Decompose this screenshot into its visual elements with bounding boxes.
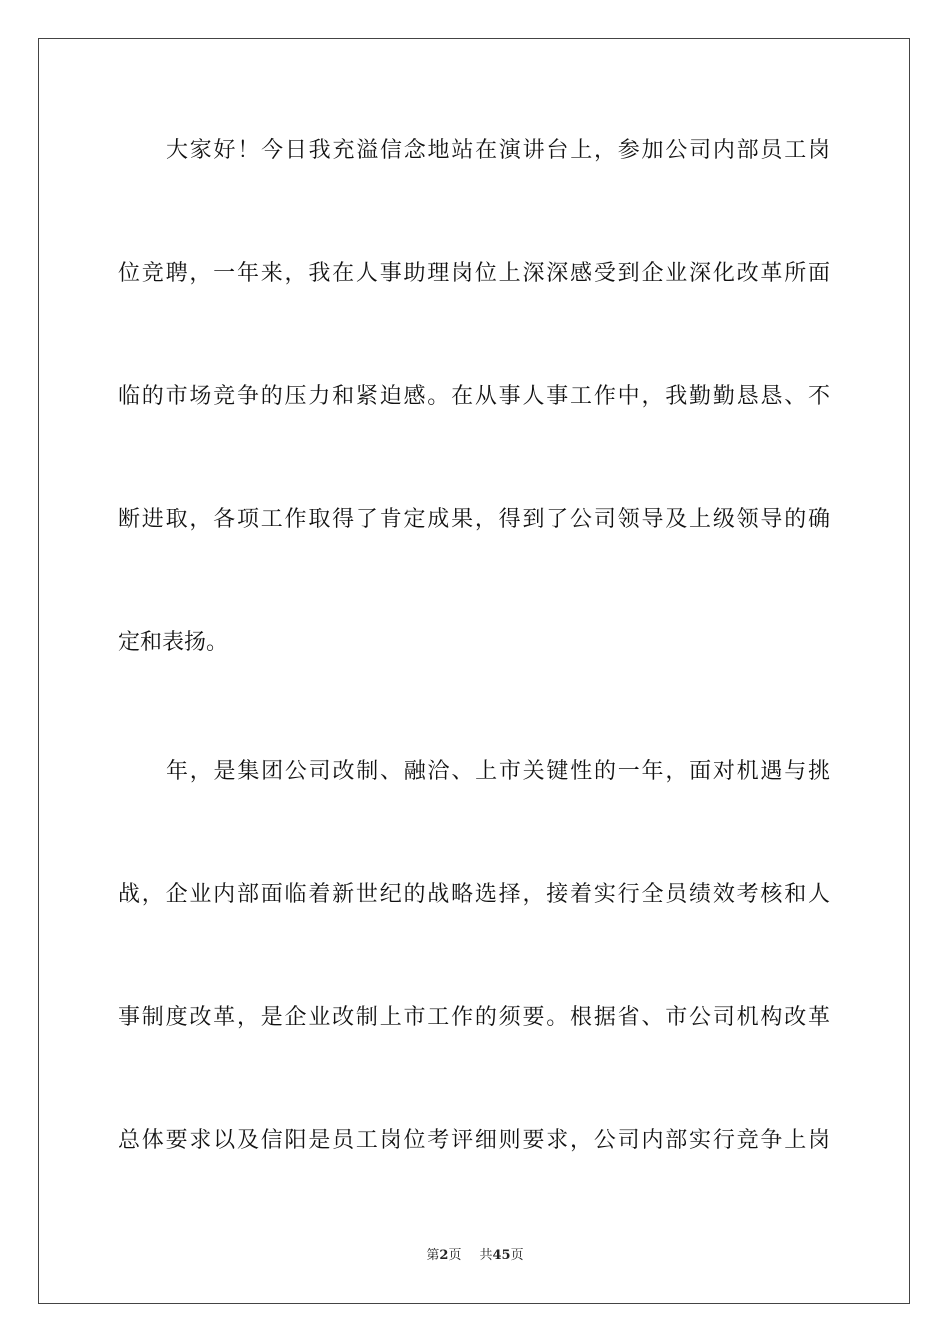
paragraph-1-line-4: 断进取，各项工作取得了肯定成果，得到了公司领导及上级领导的确 xyxy=(118,507,830,532)
total-prefix: 共 xyxy=(479,1248,493,1263)
paragraph-1-line-5: 定和表扬。 xyxy=(118,630,229,655)
page-footer xyxy=(0,1247,950,1265)
paragraph-2-line-3: 事制度改革，是企业改制上市工作的须要。根据省、市公司机构改革 xyxy=(118,1005,830,1030)
paragraph-1-line-2: 位竞聘，一年来，我在人事助理岗位上深深感受到企业深化改革所面 xyxy=(118,261,830,286)
page-border xyxy=(38,38,910,1304)
total-pages: 45 xyxy=(492,1248,511,1263)
paragraph-2-line-1: 年，是集团公司改制、融洽、上市关键性的一年，面对机遇与挑 xyxy=(166,759,830,784)
paragraph-2-line-4: 总体要求以及信阳是员工岗位考评细则要求，公司内部实行竞争上岗 xyxy=(118,1128,830,1153)
page-number: 2 xyxy=(439,1248,449,1263)
page-prefix: 第 xyxy=(426,1248,440,1263)
page-suffix: 页 xyxy=(448,1248,462,1263)
paragraph-1-line-3: 临的市场竞争的压力和紧迫感。在从事人事工作中，我勤勤恳恳、不 xyxy=(118,384,830,409)
paragraph-2-line-2: 战，企业内部面临着新世纪的战略选择，接着实行全员绩效考核和人 xyxy=(118,882,830,907)
total-suffix: 页 xyxy=(510,1248,524,1263)
paragraph-1-line-1: 大家好！今日我充溢信念地站在演讲台上，参加公司内部员工岗 xyxy=(166,138,830,163)
